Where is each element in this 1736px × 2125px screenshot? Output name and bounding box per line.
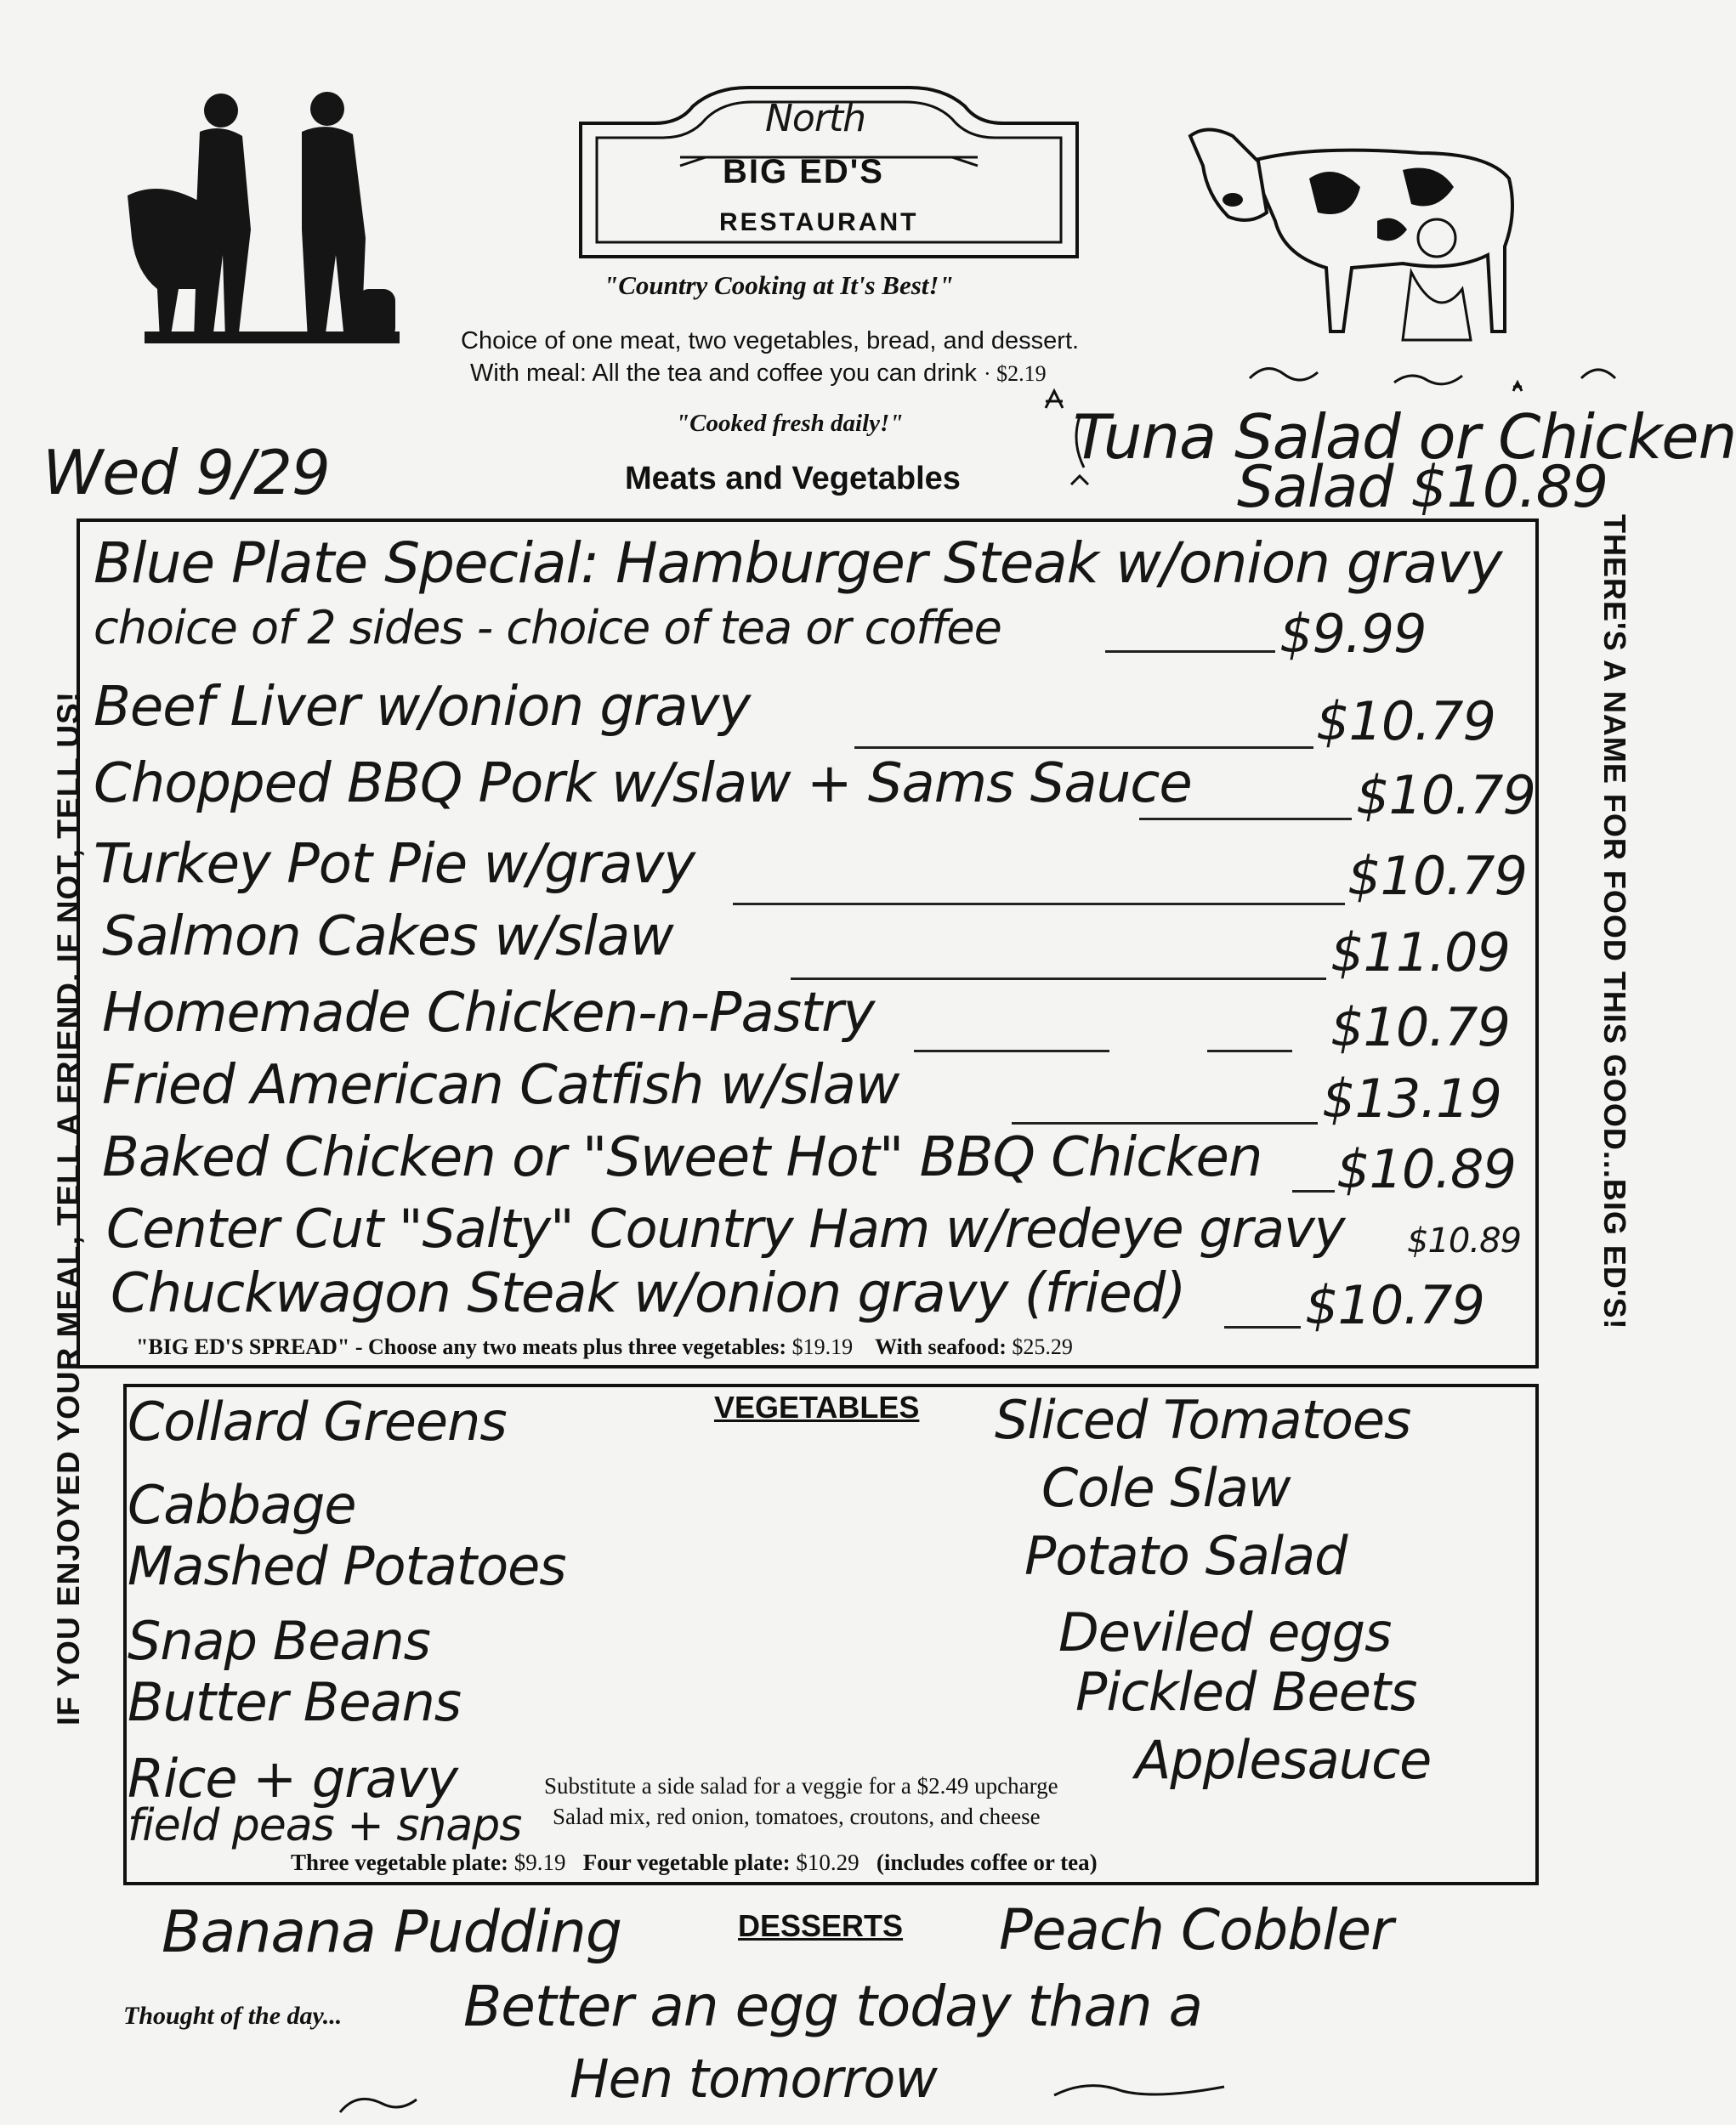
vegetable-right-4: Deviled eggs bbox=[1058, 1601, 1392, 1663]
menu-item-baked-chicken: Baked Chicken or "Sweet Hot" BBQ Chicken bbox=[102, 1126, 1262, 1189]
cooked-fresh-note: "Cooked fresh daily!" bbox=[676, 410, 904, 437]
dessert-item-2: Peach Cobbler bbox=[999, 1897, 1393, 1963]
menu-item-chicken-n-pastry: Homemade Chicken-n-Pastry bbox=[102, 982, 875, 1045]
leader-line bbox=[1292, 1190, 1335, 1193]
vegetable-left-4: Snap Beans bbox=[128, 1610, 430, 1672]
menu-item-catfish: Fried American Catfish w/slaw bbox=[102, 1054, 899, 1117]
dessert-item-1: Banana Pudding bbox=[162, 1899, 622, 1966]
menu-price-catfish: $13.19 bbox=[1322, 1068, 1501, 1130]
cow-illustration bbox=[1182, 119, 1522, 366]
three-plate-price: $9.19 bbox=[513, 1850, 566, 1875]
spread-label: "BIG ED'S SPREAD" bbox=[136, 1334, 350, 1359]
leader-line bbox=[1224, 1326, 1301, 1329]
menu-item-salmon-cakes: Salmon Cakes w/slaw bbox=[102, 905, 673, 968]
menu-item-turkey-pot-pie: Turkey Pot Pie w/gravy bbox=[94, 833, 695, 896]
vegetable-left-1: Collard Greens bbox=[128, 1391, 507, 1453]
menu-item-country-ham: Center Cut "Salty" Country Ham w/redeye gravy bbox=[106, 1198, 1345, 1260]
decorative-scribbles bbox=[1037, 357, 1637, 502]
menu-price-blue-plate: $9.99 bbox=[1279, 603, 1427, 665]
menu-date: Wed 9/29 bbox=[43, 437, 330, 508]
desserts-section-title: DESSERTS bbox=[738, 1908, 904, 1943]
special-note-line-2: Salad $10.89 bbox=[1237, 454, 1608, 521]
tea-price: $2.19 bbox=[996, 361, 1047, 386]
vegetable-right-3: Potato Salad bbox=[1024, 1525, 1347, 1587]
farmers-silhouette-illustration bbox=[128, 85, 417, 348]
vegetable-right-5: Pickled Beets bbox=[1075, 1661, 1417, 1723]
spread-price: $19.19 bbox=[791, 1334, 854, 1359]
vegetable-left-7: field peas + snaps bbox=[128, 1800, 522, 1851]
three-plate-label: Three vegetable plate: bbox=[291, 1850, 508, 1875]
seafood-price: $25.29 bbox=[1012, 1334, 1073, 1359]
menu-price-chicken-n-pastry: $10.79 bbox=[1330, 996, 1510, 1058]
decorative-squiggles bbox=[323, 2066, 1258, 2125]
menu-item-blue-plate-sides: choice of 2 sides - choice of tea or coffee bbox=[94, 601, 1001, 654]
vegetable-left-2: Cabbage bbox=[128, 1474, 356, 1536]
four-plate-price: $10.29 bbox=[796, 1850, 859, 1875]
menu-item-blue-plate: Blue Plate Special: Hamburger Steak w/onion gravy bbox=[94, 530, 1502, 596]
menu-price-salmon-cakes: $11.09 bbox=[1330, 921, 1510, 983]
vegetable-right-1: Sliced Tomatoes bbox=[995, 1389, 1411, 1451]
menu-item-bbq-pork: Chopped BBQ Pork w/slaw + Sams Sauce bbox=[94, 752, 1192, 815]
vegetable-left-6: Rice + gravy bbox=[128, 1748, 458, 1810]
left-side-message: IF YOU ENJOYED YOUR MEAL, TELL A FRIEND. IF NOT, TELL US! bbox=[51, 690, 86, 1726]
menu-item-beef-liver: Beef Liver w/onion gravy bbox=[94, 676, 751, 739]
logo-location-handwritten: North bbox=[765, 97, 866, 140]
thought-line-2: Hen tomorrow bbox=[570, 2048, 937, 2110]
leader-line bbox=[1105, 650, 1275, 653]
leader-line bbox=[733, 903, 1345, 905]
menu-item-chuckwagon-steak: Chuckwagon Steak w/onion gravy (fried) bbox=[111, 1262, 1186, 1325]
leader-line bbox=[1012, 1122, 1318, 1125]
menu-price-country-ham: $10.89 bbox=[1407, 1221, 1521, 1261]
thought-line-1: Better an egg today than a bbox=[463, 1974, 1203, 2039]
menu-price-bbq-pork: $10.79 bbox=[1356, 764, 1535, 826]
vegetables-section-title: VEGETABLES bbox=[714, 1390, 920, 1425]
special-note-line-1: Tuna Salad or Chicken bbox=[1073, 401, 1736, 473]
intro-line-1: Choice of one meat, two vegetables, bread, and dessert. bbox=[461, 327, 1080, 354]
vegetable-right-2: Cole Slaw bbox=[1041, 1457, 1291, 1519]
menu-price-baked-chicken: $10.89 bbox=[1336, 1138, 1516, 1200]
menu-price-chuckwagon-steak: $10.79 bbox=[1305, 1274, 1484, 1336]
vegetable-plate-prices bbox=[291, 1850, 1098, 1876]
spread-text: - Choose any two meats plus three vegetables: bbox=[355, 1334, 787, 1359]
leader-line bbox=[914, 1050, 1109, 1052]
leader-line bbox=[1139, 818, 1352, 820]
big-eds-spread-line bbox=[136, 1334, 1073, 1360]
meats-section-title: Meats and Vegetables bbox=[625, 461, 961, 496]
four-plate-label: Four vegetable plate: bbox=[582, 1850, 791, 1875]
substitute-note-line-2: Salad mix, red onion, tomatoes, croutons, and cheese bbox=[553, 1804, 1041, 1829]
intro-line-2-text: With meal: All the tea and coffee you can drink bbox=[470, 360, 977, 387]
substitute-note-line-1: Substitute a side salad for a veggie for a $2.49 upcharge bbox=[544, 1773, 1058, 1799]
vegetable-left-5: Butter Beans bbox=[128, 1671, 462, 1733]
seafood-label: With seafood: bbox=[875, 1334, 1007, 1359]
leader-line bbox=[1207, 1050, 1292, 1052]
intro-line-2: With meal: All the tea and coffee you can drink · $2.19 bbox=[470, 360, 1047, 387]
vegetable-right-6: Applesauce bbox=[1135, 1729, 1432, 1791]
right-side-message: THERE'S A NAME FOR FOOD THIS GOOD...BIG ED'S! bbox=[1597, 514, 1632, 1330]
menu-price-beef-liver: $10.79 bbox=[1316, 690, 1495, 752]
logo-restaurant-type: RESTAURANT bbox=[719, 208, 919, 236]
vegetable-left-3: Mashed Potatoes bbox=[128, 1535, 566, 1597]
leader-line bbox=[854, 746, 1313, 749]
menu-price-turkey-pot-pie: $10.79 bbox=[1347, 845, 1527, 907]
leader-line bbox=[791, 978, 1326, 980]
includes-note: (includes coffee or tea) bbox=[876, 1850, 1098, 1875]
restaurant-slogan: "Country Cooking at It's Best!" bbox=[604, 270, 954, 300]
logo-restaurant-name: BIG ED'S bbox=[723, 153, 884, 190]
thought-label: Thought of the day... bbox=[123, 2002, 343, 2030]
